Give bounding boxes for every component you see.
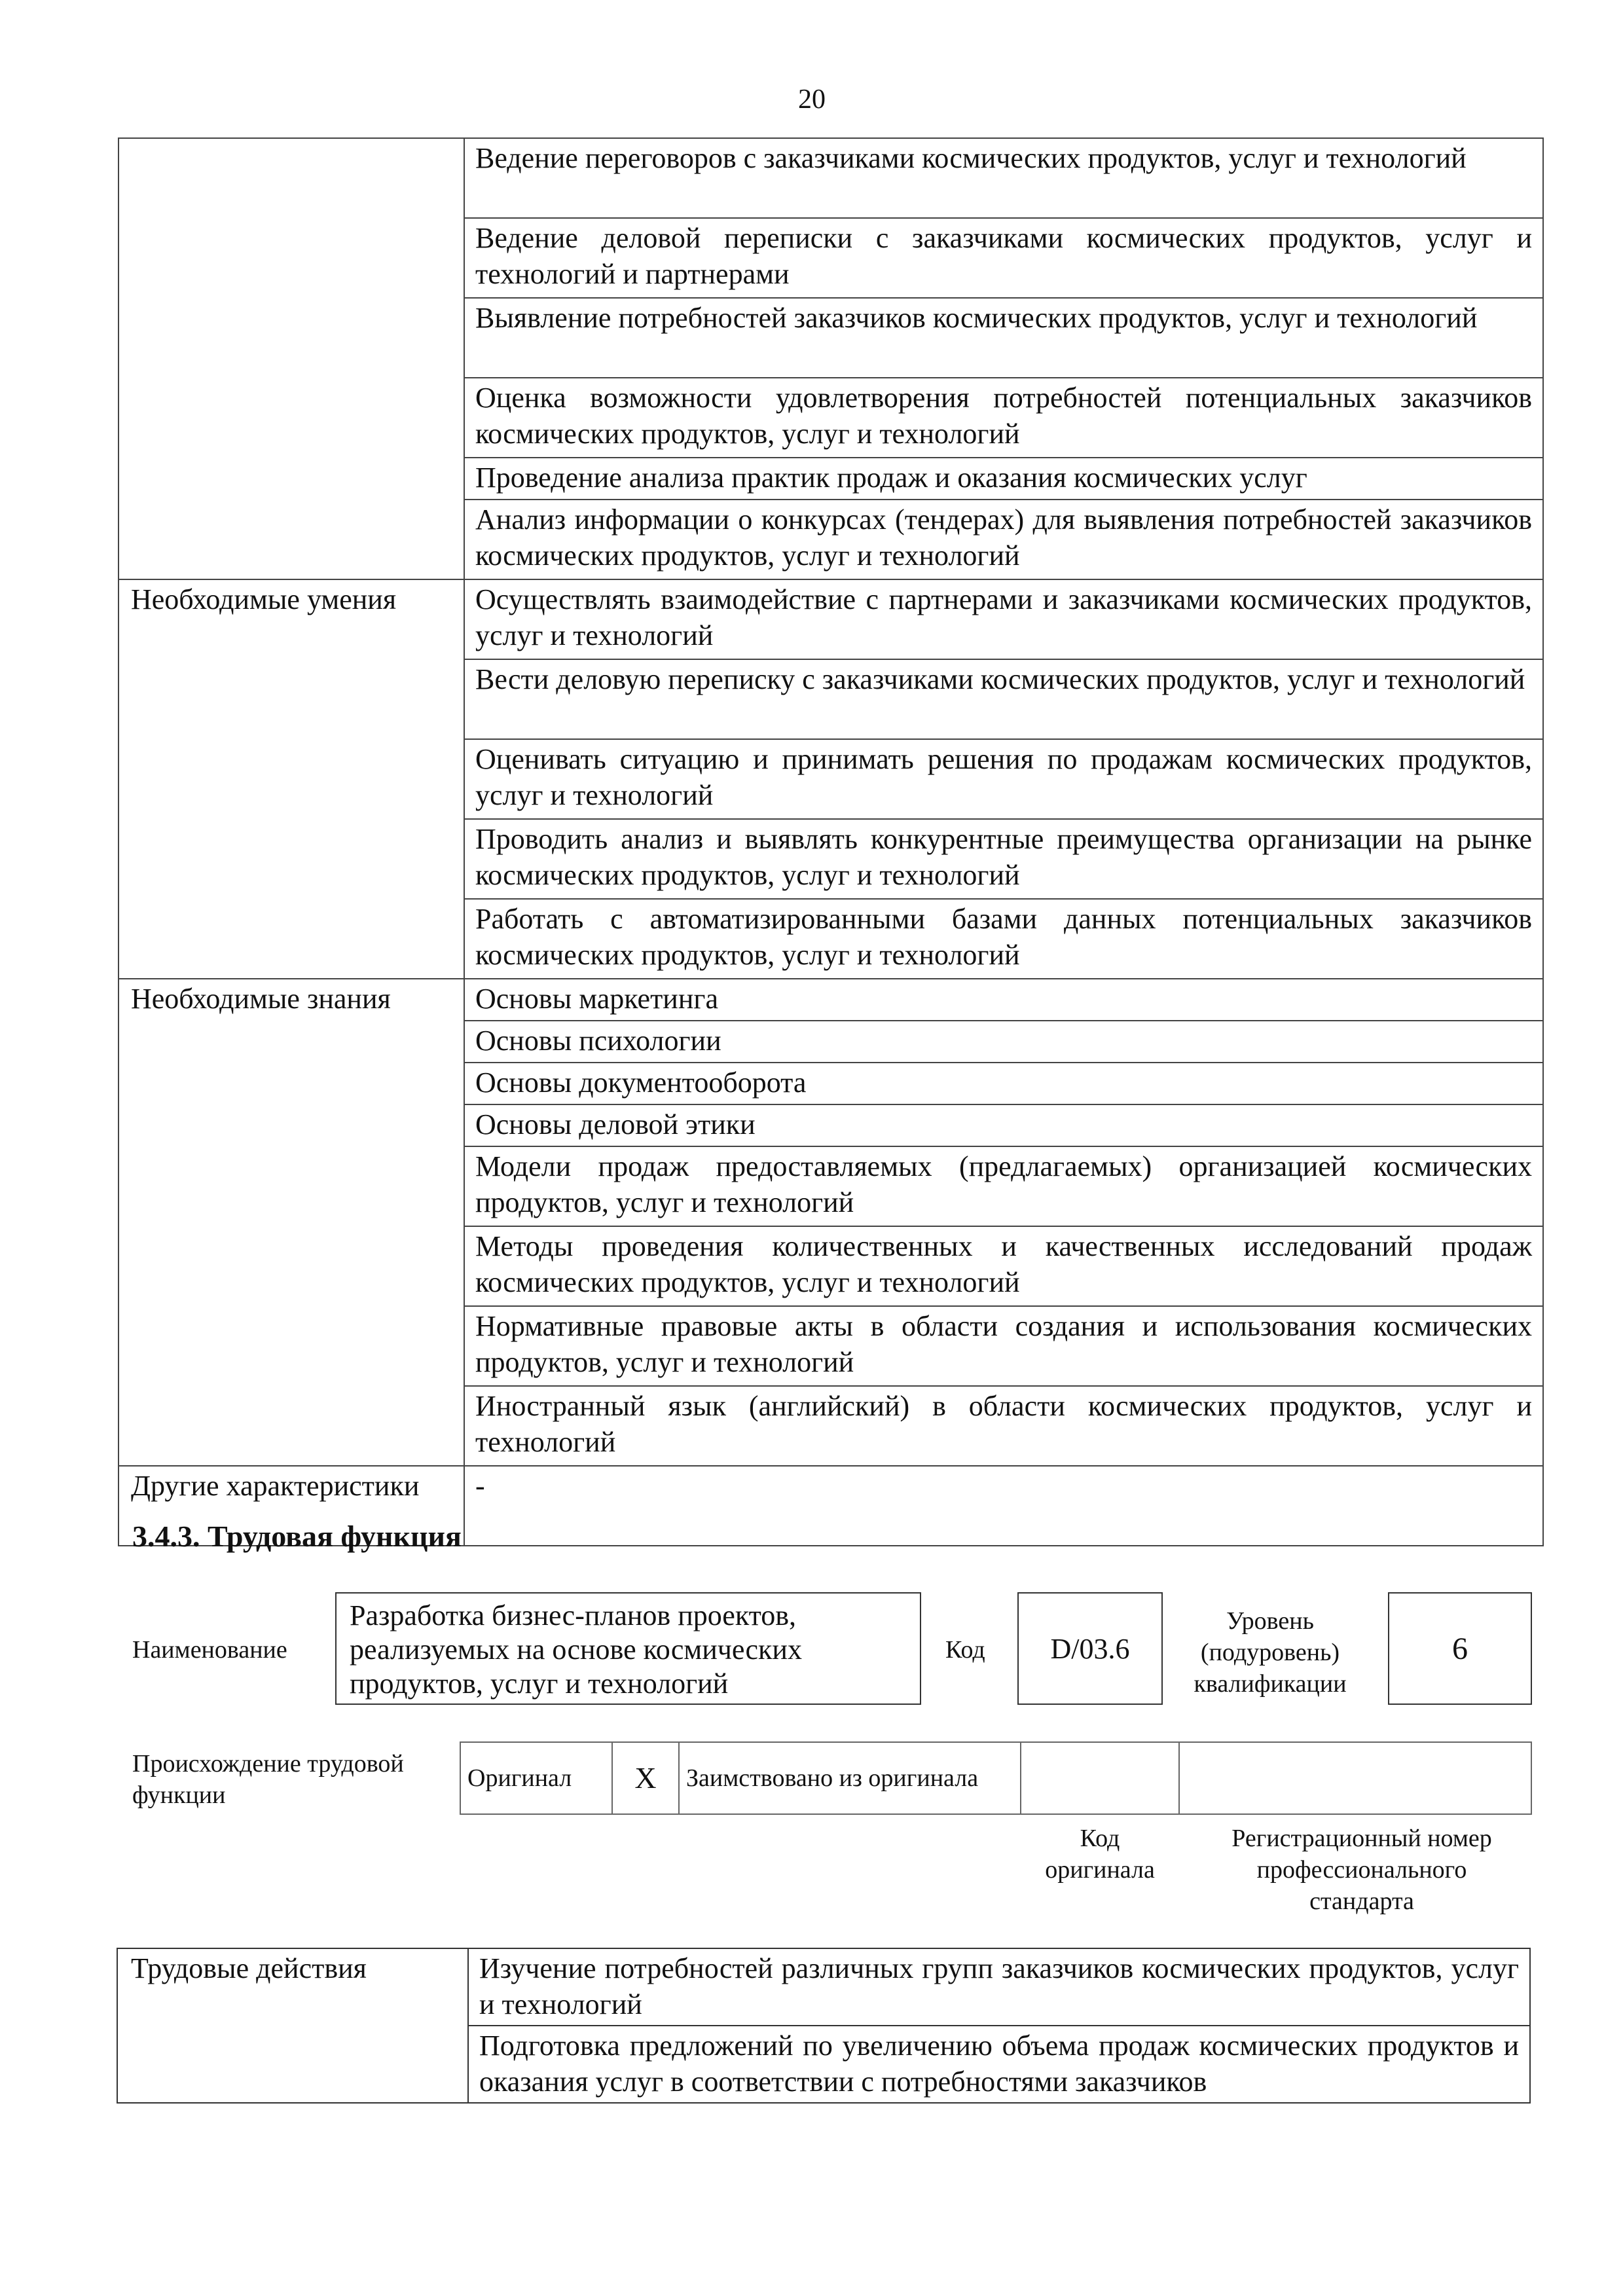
table-cell: Осуществлять взаимодействие с партнерами и заказчиками космических продуктов, услуг и технологий	[464, 579, 1543, 659]
name-label: Наименование	[132, 1636, 287, 1664]
table-cell: Нормативные правовые акты в области создания и использования космических продуктов, услуг и технологий	[464, 1306, 1543, 1386]
requirements-table	[118, 137, 1544, 1546]
table-cell: Ведение переговоров с заказчиками космических продуктов, услуг и технологий	[464, 138, 1543, 218]
table-row	[119, 979, 1543, 1021]
table-cell: Работать с автоматизированными базами данных потенциальных заказчиков космических продуктов, услуг и технологий	[464, 899, 1543, 979]
level-label: Уровень (подуровень) квалификации	[1194, 1607, 1347, 1698]
reg-number-label: Регистрационный номер профессионального стандарта	[1231, 1825, 1492, 1915]
level-value: 6	[1452, 1631, 1468, 1666]
code-original-label: Код оригинала	[1045, 1825, 1155, 1884]
table-cell: Модели продаж предоставляемых (предлагаемых) организацией космических продуктов, услуг и технологий	[464, 1146, 1543, 1226]
section-heading: 3.4.3. Трудовая функция	[132, 1520, 462, 1553]
table-row	[119, 579, 1543, 659]
origin-table	[460, 1741, 1532, 1815]
row-label	[119, 138, 464, 579]
actions-label: Трудовые действия	[117, 1948, 468, 2103]
code-box	[1017, 1592, 1163, 1705]
table-cell: Вести деловую переписку с заказчиками космических продуктов, услуг и технологий	[464, 659, 1543, 739]
page-number: 20	[798, 84, 826, 115]
origin-label: Происхождение трудовой функции	[132, 1750, 404, 1809]
table-cell: Проведение анализа практик продаж и оказания космических услуг	[464, 458, 1543, 500]
level-box	[1388, 1592, 1532, 1705]
table-cell: Выявление потребностей заказчиков космических продуктов, услуг и технологий	[464, 298, 1543, 378]
table-cell: Методы проведения количественных и качественных исследований продаж космических продуктов, услуг и технологий	[464, 1226, 1543, 1306]
table-row	[119, 138, 1543, 218]
table-cell: Основы психологии	[464, 1021, 1543, 1063]
table-cell: Изучение потребностей различных групп заказчиков космических продуктов, услуг и технологий	[468, 1948, 1530, 2026]
table-cell: Основы маркетинга	[464, 979, 1543, 1021]
table-cell: Анализ информации о конкурсах (тендерах) для выявления потребностей заказчиков космических продуктов, услуг и технологий	[464, 500, 1543, 579]
row-label-knowledge: Необходимые знания	[119, 979, 464, 1466]
original-mark: X	[612, 1742, 679, 1814]
table-cell: Основы документооборота	[464, 1063, 1543, 1104]
code-value: D/03.6	[1050, 1632, 1130, 1665]
original-label: Оригинал	[460, 1742, 612, 1814]
reg-number-cell	[1179, 1742, 1531, 1814]
table-cell: Подготовка предложений по увеличению объема продаж космических продуктов и оказания услуг в соответствии с потребностями заказчиков	[468, 2026, 1530, 2103]
table-cell: -	[464, 1466, 1543, 1546]
function-name: Разработка бизнес-планов проектов, реализуемых на основе космических продуктов, услуг и технологий	[350, 1599, 802, 1700]
function-name-box	[335, 1592, 921, 1705]
original-code-cell	[1021, 1742, 1179, 1814]
table-cell: Проводить анализ и выявлять конкурентные преимущества организации на рынке космических продуктов, услуг и технологий	[464, 819, 1543, 899]
table-cell: Оценивать ситуацию и принимать решения по продажам космических продуктов, услуг и технологий	[464, 739, 1543, 819]
row-label-other: Другие характеристики	[119, 1466, 464, 1546]
table-cell: Основы деловой этики	[464, 1104, 1543, 1146]
table-cell: Иностранный язык (английский) в области космических продуктов, услуг и технологий	[464, 1386, 1543, 1466]
row-label-skills: Необходимые умения	[119, 579, 464, 979]
table-row	[117, 1948, 1530, 2026]
table-cell: Оценка возможности удовлетворения потребностей потенциальных заказчиков космических продуктов, услуг и технологий	[464, 378, 1543, 458]
borrowed-label: Заимствовано из оригинала	[679, 1742, 1021, 1814]
code-label: Код	[945, 1636, 985, 1664]
actions-table	[117, 1948, 1531, 2104]
table-cell: Ведение деловой переписки с заказчиками космических продуктов, услуг и технологий и партнерами	[464, 218, 1543, 298]
